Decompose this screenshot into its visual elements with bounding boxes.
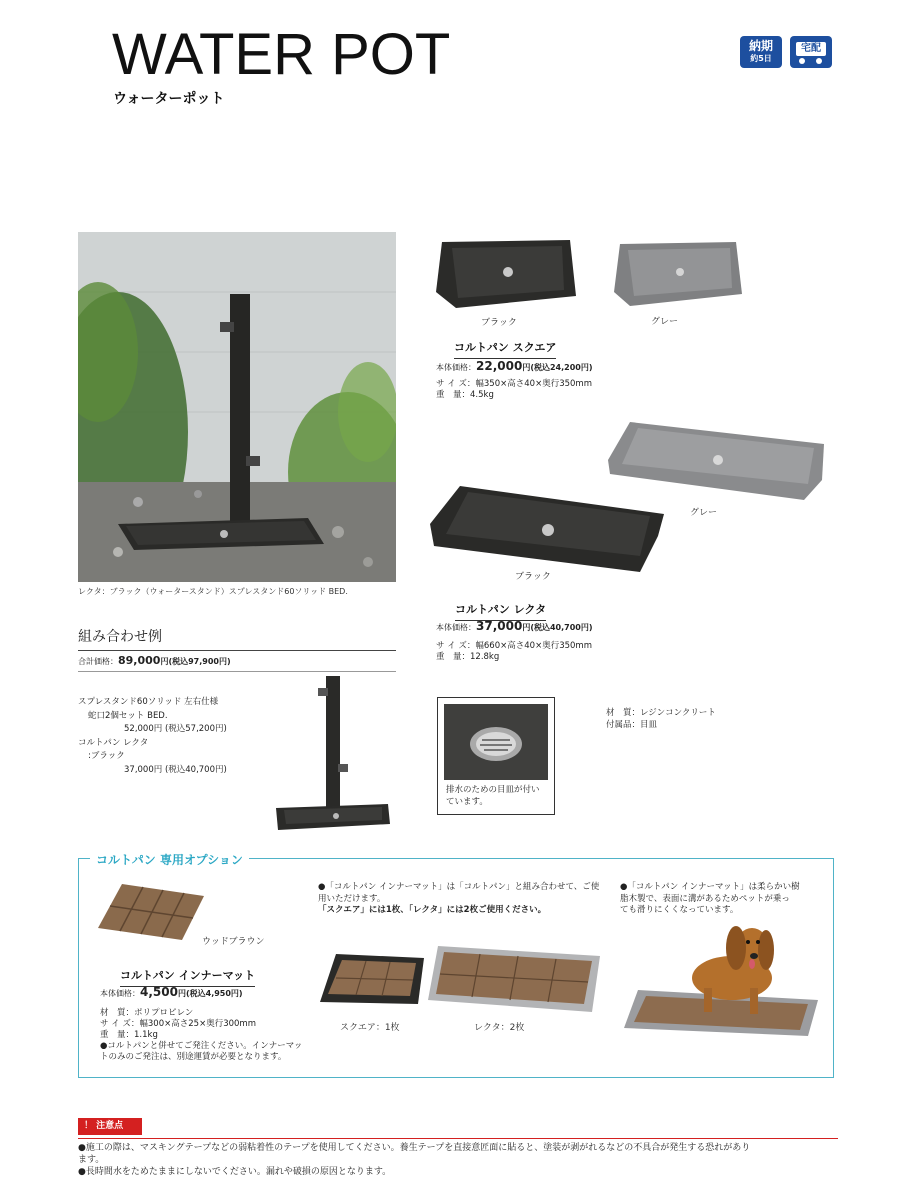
combo-title: 組み合わせ例 (78, 626, 396, 651)
combo-lines (78, 696, 227, 777)
caution-line: ます。 (78, 1155, 105, 1165)
inner-mat-size: サ イ ズ：幅300×高さ25×奥行300mm (100, 1019, 256, 1029)
square-product-name-wrap (454, 336, 556, 359)
square-product-name: コルトパン スクエア (454, 339, 556, 359)
inner-mat-warning-line: ●コルトパンと併せてご発注ください。インナーマッ (100, 1041, 303, 1051)
recta-gray-label: グレー (690, 508, 718, 518)
inner-mat-image (96, 882, 208, 942)
combo-line: 52,000円 (税込57,200円) (124, 724, 227, 734)
square-price-tax: (税込24,200円) (530, 363, 593, 372)
combo-line: コルトパン レクタ (78, 737, 149, 748)
recta-mat-label: レクタ：2枚 (474, 1023, 525, 1033)
square-price-value: 22,000 (476, 359, 523, 373)
inner-mat-warning (100, 1041, 302, 1063)
inner-mat-price (100, 985, 243, 999)
combo-line: 蛇口2個セット BED. (88, 710, 168, 721)
square-gray-tray (614, 236, 742, 312)
recta-product-name: コルトパン レクタ (455, 601, 546, 621)
square-price (436, 359, 593, 373)
combo-line: 37,000円 (税込40,700円) (124, 764, 227, 775)
square-gray-label: グレー (651, 317, 679, 327)
drain-text-line: 排水のための目皿が付い (446, 785, 540, 795)
pet-note-line: ●「コルトパン インナーマット」は柔らかい樹 (620, 882, 800, 892)
square-black-label: ブラック (481, 318, 517, 328)
combo-total-yen: 円 (160, 657, 169, 666)
drain-text-line: ています。 (446, 797, 488, 807)
options-title: コルトパン 専用オプション (90, 851, 249, 868)
truck-wheel-icon (799, 58, 805, 64)
recta-black-label: ブラック (515, 572, 551, 582)
inner-mat-price-yen: 円 (177, 989, 186, 998)
recta-price-yen: 円 (522, 623, 531, 632)
square-size: サ イ ズ：幅350×高さ40×奥行350mm (436, 379, 592, 389)
inner-mat-price-tax: (税込4,950円) (185, 989, 243, 998)
wood-color-label: ウッドブラウン (202, 937, 265, 947)
drain-photo (444, 704, 548, 780)
recta-with-mat-image (428, 944, 604, 1016)
material-info (606, 707, 716, 731)
caution-tag: ！ 注意点 (78, 1118, 142, 1135)
combo-stand-image (272, 672, 392, 834)
dog-on-mat-image (624, 916, 824, 1040)
recta-price-value: 37,000 (476, 619, 523, 633)
pet-note (620, 882, 825, 917)
recta-price (436, 619, 593, 633)
drain-text (446, 784, 540, 808)
shipping-badge (790, 36, 832, 68)
scene-caption: レクタ：ブラック（ウォータースタンド）スプレスタンド60ソリッド BED. (78, 587, 348, 596)
material-line: 材 質：レジンコンクリート (606, 708, 716, 718)
combo-line: :ブラック (88, 751, 125, 761)
combo-total (78, 654, 396, 672)
pet-note-line: ても滑りにくくなっています。 (620, 905, 739, 915)
drain-detail (437, 697, 555, 815)
combo-total-value: 89,000 (118, 654, 161, 667)
delivery-badge-main: 納期 (748, 39, 773, 53)
usage-note (318, 882, 608, 917)
square-black-tray (436, 234, 576, 314)
square-price-label: 本体価格： (436, 363, 476, 372)
recta-size: サ イ ズ：幅660×高さ40×奥行350mm (436, 641, 592, 651)
inner-mat-weight: 重 量：1.1kg (100, 1030, 158, 1040)
caution-text (78, 1142, 838, 1178)
usage-note-line: 「スクエア」には1枚、「レクタ」には2枚ご使用ください。 (318, 905, 547, 915)
pet-note-line: 脂木製で、表面に溝があるためペットが乗っ (620, 893, 790, 904)
square-weight: 重 量：4.5kg (436, 390, 494, 400)
usage-note-line: ●「コルトパン インナーマット」は「コルトパン」と組み合わせて、ご使 (318, 882, 600, 892)
page-title: WATER POT (112, 22, 451, 87)
usage-note-line: 用いただけます。 (318, 893, 386, 904)
combo-total-tax: (税込97,900円) (168, 657, 231, 666)
shipping-badge-label: 宅配 (796, 42, 826, 56)
square-price-yen: 円 (522, 363, 531, 372)
caution-line: ●施工の際は、マスキングテープなどの弱粘着性のテープを使用してください。養生テープを直接意匠面に貼ると、塗装が剥がれるなどの不具合が発生する恐れがあり (78, 1143, 751, 1153)
caution-line: ●長時間水をためたままにしないでください。漏れや破損の原因となります。 (78, 1167, 392, 1177)
recta-weight: 重 量：12.8kg (436, 652, 500, 662)
inner-mat-price-label: 本体価格： (100, 989, 140, 998)
inner-mat-name-wrap (120, 964, 255, 987)
caution-divider (78, 1138, 838, 1139)
square-mat-label: スクエア：1枚 (340, 1023, 400, 1033)
delivery-badge (740, 36, 782, 68)
page-subtitle: ウォーターポット (113, 91, 225, 107)
combo-line: スプレスタンド60ソリッド 左右仕様 (78, 697, 219, 707)
recta-price-label: 本体価格： (436, 623, 476, 632)
inner-mat-price-value: 4,500 (140, 985, 178, 999)
truck-wheel-icon (816, 58, 822, 64)
drain-illustration (444, 704, 548, 780)
square-with-mat-image (318, 952, 426, 1010)
combo-total-label: 合計価格： (78, 657, 118, 666)
accessory-line: 付属品：目皿 (606, 720, 658, 730)
scene-photo (78, 232, 396, 582)
recta-price-tax: (税込40,700円) (530, 623, 593, 632)
inner-mat-material: 材 質：ポリプロピレン (100, 1008, 194, 1018)
delivery-badge-sub: 約5日 (750, 54, 772, 63)
inner-mat-name: コルトパン インナーマット (120, 967, 255, 987)
inner-mat-warning-line: トのみのご発注は、別途運賃が必要となります。 (100, 1052, 287, 1062)
scene-illustration (78, 232, 396, 582)
recta-product-name-wrap (455, 598, 546, 621)
recta-black-tray (430, 484, 666, 574)
